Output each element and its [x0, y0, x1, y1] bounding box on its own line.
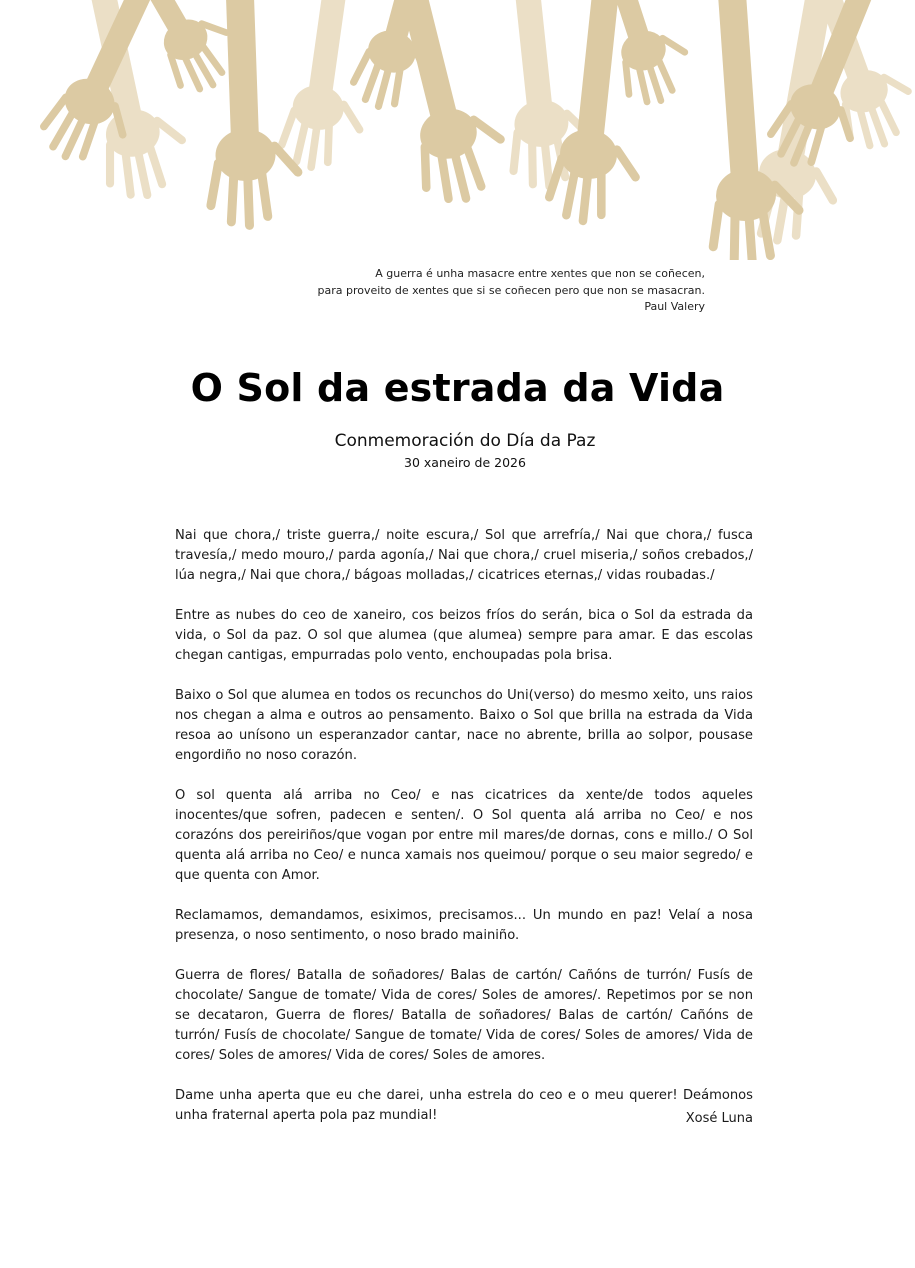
page-subtitle: Conmemoración do Día da Paz	[334, 431, 596, 451]
paragraph-2: Entre as nubes do ceo de xaneiro, cos beizos fríos do serán, bica o Sol da estrada da vida, o Sol da paz. O sol que alumea (que alumea) sempre para amar. E das escolas chegan cantigas, empurradas polo vento, enchoupadas pola brisa.	[175, 608, 753, 663]
page-title: O Sol da estrada da Vida	[190, 366, 725, 410]
paragraph-3: Baixo o Sol que alumea en todos os recunchos do Uni(verso) do mesmo xeito, uns raios nos chegan a alma e outros ao pensamento. Baixo o Sol que brilla na estrada da Vida resoa ao unísono un esperanzador cantar, nace no abrente, brilla ao solpor, pousase engordiño no noso corazón.	[175, 688, 753, 763]
quote-line-2: para proveito de xentes que si se coñecen pero que non se masacran.	[317, 283, 705, 297]
paragraph-1: Nai que chora,/ triste guerra,/ noite escura,/ Sol que arrefría,/ Nai que chora,/ fusca travesía,/ medo mouro,/ parda agonía,/ Nai que chora,/ cruel miseria,/ soños crebados,/ lúa negra,/ Nai que chora,/ bágoas molladas,/ cicatrices eternas,/ vidas roubadas./	[175, 528, 753, 583]
raised-hands-icon	[0, 0, 915, 260]
epigraph-quote	[185, 266, 705, 316]
paragraph-5: Reclamamos, demandamos, esiximos, precisamos... Un mundo en paz! Velaí a nosa presenza, o noso sentimento, o noso brado mainiño.	[175, 908, 753, 943]
quote-author: Paul Valery	[644, 300, 705, 313]
paragraph-7: Dame unha aperta que eu che darei, unha estrela do ceo e o meu querer! Deámonos unha fraternal aperta pola paz mundial!	[175, 1088, 753, 1123]
author-signature: Xosé Luna	[685, 1111, 753, 1126]
paragraph-4: O sol quenta alá arriba no Ceo/ e nas cicatrices da xente/de todos aqueles inocentes/que sofren, padecen e senten/. O Sol quenta alá arriba no Ceo/ e nos corazóns dos pereiriños/que vogan por entre mil mares/de dornas, cons e millo./ O Sol quenta alá arriba no Ceo/ e nunca xamais nos queimou/ porque o seu maior segredo/ e que quenta con Amor.	[175, 788, 753, 883]
paragraph-6: Guerra de flores/ Batalla de soñadores/ Balas de cartón/ Cañóns de turrón/ Fusís de chocolate/ Sangue de tomate/ Vida de cores/ Soles de amores/. Repetimos por se non se decataron, Guerra de flores/ Batalla de soñadores/ Balas de cartón/ Cañóns de turrón/ Fusís de chocolate/ Sangue de tomate/ Vida de cores/ Soles de amores/ Vida de cores/ Soles de amores/ Vida de cores/ Soles de amores.	[175, 968, 753, 1063]
quote-line-1: A guerra é unha masacre entre xentes que non se coñecen,	[375, 267, 705, 280]
event-date: 30 xaneiro de 2026	[404, 455, 526, 470]
article-body	[175, 526, 753, 1146]
